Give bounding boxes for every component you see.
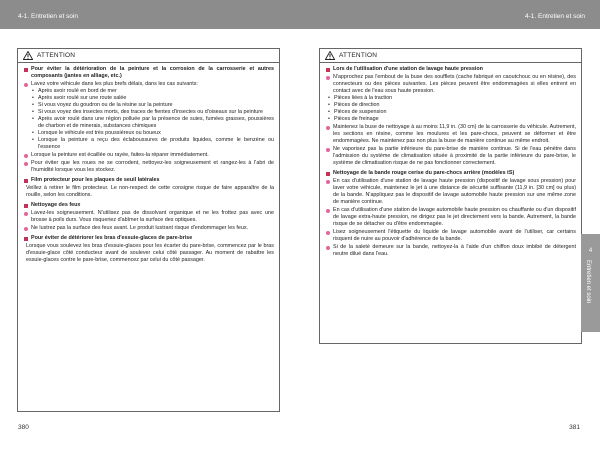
list-item: Lavez-les soigneusement. N'utilisez pas de dissolvant organique et ne les frottez pas avec une brosse à poils durs. Vous risqueriez d'abîmer la surface des optiques. bbox=[24, 210, 274, 224]
list-item: Lisez soigneusement l'étiquette du liquide de lavage automobile avant de l'utiliser, car certains risquent de nuire au pouvoir d'adhérence de la bande. bbox=[326, 229, 576, 243]
list-item: Maintenez la buse de nettoyage à au moins 11,9 in. (30 cm) de la carrosserie du véhicule. Autrement, les sections en résine, comme les moulures et les pare-chocs, peuvent se déformer et être endommagées. Ne maintenez pas non plus la buse de manière continue au même endroit. bbox=[326, 124, 576, 145]
sub-item: • Après avoir roulé dans une région polluée par la présence de suies, fumées grasses, poussières de charbon et de minerais, substances chimiques bbox=[32, 116, 274, 129]
list-item: Si de la saleté demeure sur la bande, nettoyez-la à l'aide d'un chiffon doux imbibé de détergent neutre dilué dans l'eau. bbox=[326, 244, 576, 258]
section-title: Pour éviter de détériorer les bras d'essuie-glaces de pare-brise bbox=[24, 235, 274, 242]
section bbox=[24, 177, 274, 199]
section bbox=[24, 66, 274, 174]
sub-item: • Pièces de suspension bbox=[328, 109, 387, 115]
circle-bullet-icon bbox=[326, 246, 330, 250]
page-number: 381 bbox=[569, 424, 580, 431]
section-title: Nettoyage des feux bbox=[24, 202, 274, 209]
square-bullet-icon bbox=[24, 237, 28, 241]
right-page bbox=[300, 0, 600, 450]
square-bullet-icon bbox=[24, 179, 28, 183]
warning-box bbox=[17, 48, 280, 412]
chapter-label: Entretien et soin bbox=[585, 260, 591, 304]
header-title: 4-1. Entretien et soin bbox=[18, 13, 78, 20]
circle-bullet-icon bbox=[326, 180, 330, 184]
list-item: En cas d'utilisation d'une station de lavage haute pression (dispositif de lavage sous pression) pour laver votre véhicule, maintenez le jet à une distance de sécurité suffisante (11,9 in. [30 cm] ou plus) de la bande. N'appliquez pas le dispositif de lavage automobile haute pression sur une même zone de manière continue. bbox=[326, 178, 576, 206]
list-item: Ne lustrez pas la surface des feux avant. Le produit lustrant risque d'endommager les feux. bbox=[24, 225, 274, 232]
sub-item: • Si vous voyez des insectes morts, des traces de fientes d'insectes ou d'oiseaux sur la peinture bbox=[32, 109, 263, 115]
warning-triangle-icon bbox=[325, 51, 335, 60]
sub-item: • Pièces liées à la traction bbox=[328, 95, 393, 101]
section-title: Lors de l'utilisation d'une station de lavage haute pression bbox=[326, 66, 576, 73]
header-title: 4-1. Entretien et soin bbox=[525, 13, 585, 20]
circle-bullet-icon bbox=[326, 231, 330, 235]
sub-item: • Après avoir roulé en bord de mer bbox=[32, 88, 117, 94]
circle-bullet-icon bbox=[24, 227, 28, 231]
section-title: Pour éviter la détérioration de la peinture et la corrosion de la carrosserie et autres composants (jantes en alliage, etc.) bbox=[24, 66, 274, 80]
list-item: Ne vaporisez pas la partie inférieure du pare-brise de manière continue. Si de l'eau pénètre dans l'admission du système de climatisation située à proximité de la partie inférieure du pare-brise, le système de climatisation risque de ne pas fonctionner correctement. bbox=[326, 146, 576, 167]
page-number: 380 bbox=[18, 424, 29, 431]
warning-title: ATTENTION bbox=[339, 52, 378, 59]
chapter-number: 4 bbox=[588, 248, 593, 254]
sub-item: • Lorsque le véhicule est très poussiéreux ou boueux bbox=[32, 130, 161, 136]
list-item: Pour éviter que les roues ne se corrodent, nettoyez-les soigneusement et rangez-les à l'abri de l'humidité lorsque vous les stockez. bbox=[24, 160, 274, 174]
warning-content bbox=[18, 63, 279, 264]
page-header bbox=[0, 0, 300, 29]
sub-item: • Pièces de direction bbox=[328, 102, 380, 108]
sub-item: • Pièces de freinage bbox=[328, 116, 379, 122]
page-header bbox=[300, 0, 600, 29]
circle-bullet-icon bbox=[326, 76, 330, 80]
circle-bullet-icon bbox=[24, 154, 28, 158]
circle-bullet-icon bbox=[326, 148, 330, 152]
square-bullet-icon bbox=[326, 68, 330, 72]
warning-box bbox=[319, 48, 582, 344]
section-paragraph: Veillez à retirer le film protecteur. Le non-respect de cette consigne risque de faire apparaître de la rouille, selon les conditions. bbox=[26, 185, 274, 198]
sub-item: • Si vous voyez du goudron ou de la résine sur la peinture bbox=[32, 102, 173, 108]
warning-title: ATTENTION bbox=[37, 52, 76, 59]
warning-content bbox=[320, 63, 581, 258]
list-item: Lorsque la peinture est écaillée ou rayée, faites-la réparer immédiatement. bbox=[24, 152, 274, 159]
list-item: En cas d'utilisation d'une station de lavage automobile haute pression ou chauffante ou d'un dispositif de lavage extra-haute pression, ne dirigez pas le jet directement vers la bande. Autrement, la bande risque de se détacher ou d'être endommagée. bbox=[326, 207, 576, 228]
sub-item: • Après avoir roulé sur une route salée bbox=[32, 95, 127, 101]
section bbox=[326, 170, 576, 258]
section bbox=[24, 202, 274, 232]
section-title: Film protecteur pour les plaques de seuil latérales bbox=[24, 177, 274, 184]
section bbox=[24, 235, 274, 264]
section bbox=[326, 66, 576, 167]
list-item: Lavez votre véhicule dans les plus brefs délais, dans les cas suivants: bbox=[24, 81, 274, 88]
section-title: Nettoyage de la bande rouge cerise du pare-chocs arrière (modèles tS) bbox=[326, 170, 576, 177]
warning-header bbox=[320, 49, 581, 63]
sub-item: • Lorsque la peinture a reçu des éclaboussures de produits liquides, comme le benzène ou l'essence bbox=[32, 137, 274, 150]
section-paragraph: Lorsque vous soulevez les bras d'essuie-glaces pour les écarter du pare-brise, commencez par le bras d'essuie-glace côté conducteur avant de soulever celui côté passager. Au moment de rabattre les essuie-glaces contre le pare-brise, commencez par celui du côté passager. bbox=[26, 243, 274, 263]
warning-header bbox=[18, 49, 279, 63]
circle-bullet-icon bbox=[326, 209, 330, 213]
circle-bullet-icon bbox=[24, 162, 28, 166]
circle-bullet-icon bbox=[24, 83, 28, 87]
square-bullet-icon bbox=[24, 204, 28, 208]
circle-bullet-icon bbox=[326, 126, 330, 130]
list-item: N'approchez pas l'embout de la buse des soufflets (cache fabriqué en caoutchouc ou en résine), des connecteurs ou des pièces suivantes. Les pièces peuvent être endommagées si elles entrent en contact avec de l'eau sous haute pression. bbox=[326, 74, 576, 95]
circle-bullet-icon bbox=[24, 212, 28, 216]
square-bullet-icon bbox=[326, 172, 330, 176]
square-bullet-icon bbox=[24, 68, 28, 72]
chapter-side-tab bbox=[581, 234, 600, 332]
warning-triangle-icon bbox=[23, 51, 33, 60]
